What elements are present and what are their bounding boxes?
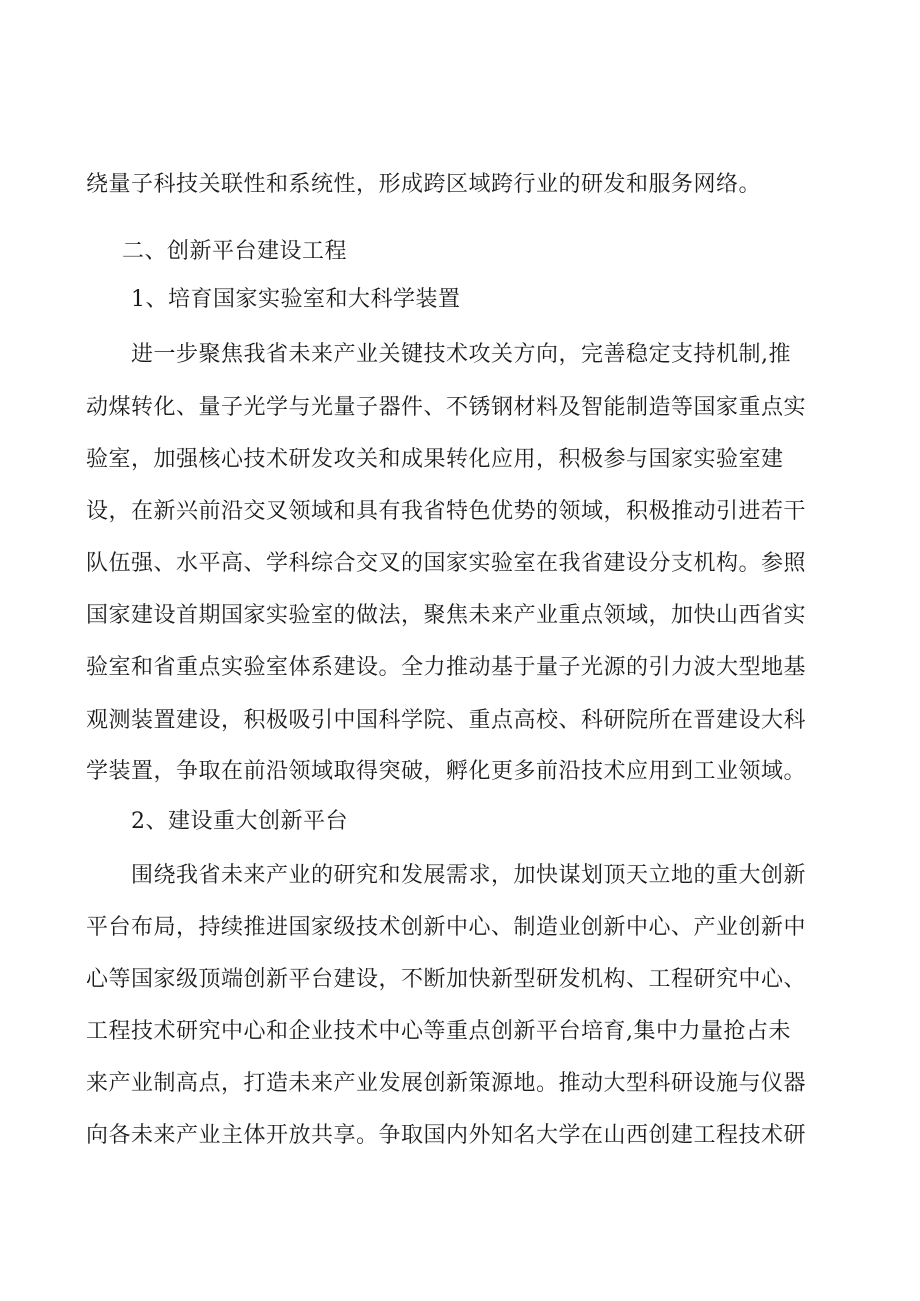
paragraph-line: 设，在新兴前沿交叉领域和具有我省特色优势的领域，积极推动引进若干 bbox=[86, 499, 807, 524]
paragraph-line: 队伍强、水平高、学科综合交叉的国家实验室在我省建设分支机构。参照 bbox=[86, 551, 807, 576]
body-text-line-continued: 绕量子科技关联性和系统性，形成跨区域跨行业的研发和服务网络。 bbox=[86, 172, 762, 197]
paragraph-line: 观测装置建设，积极吸引中国科学院、重点高校、科研院所在晋建设大科 bbox=[86, 708, 807, 733]
section-heading: 二、创新平台建设工程 bbox=[122, 239, 348, 264]
paragraph-line: 验室和省重点实验室体系建设。全力推动基于量子光源的引力波大型地基 bbox=[86, 655, 807, 680]
subsection-heading: 2、建设重大创新平台 bbox=[131, 809, 348, 834]
paragraph-line: 学装置，争取在前沿领域取得突破，孵化更多前沿技术应用到工业领域。 bbox=[86, 759, 807, 784]
paragraph-line: 验室，加强核心技术研发攻关和成果转化应用，积极参与国家实验室建 bbox=[86, 447, 784, 472]
paragraph-line: 工程技术研究中心和企业技术中心等重点创新平台培育,集中力量抢占未 bbox=[86, 1019, 791, 1044]
paragraph-line: 向各未来产业主体开放共享。争取国内外知名大学在山西创建工程技术研 bbox=[86, 1123, 807, 1148]
subsection-heading: 1、培育国家实验室和大科学装置 bbox=[131, 287, 461, 312]
paragraph-line: 国家建设首期国家实验室的做法，聚焦未来产业重点领域，加快山西省实 bbox=[86, 603, 807, 628]
paragraph-line: 进一步聚焦我省未来产业关键技术攻关方向，完善稳定支持机制,推 bbox=[131, 342, 791, 367]
paragraph-line: 平台布局，持续推进国家级技术创新中心、制造业创新中心、产业创新中 bbox=[86, 915, 807, 940]
paragraph-line: 动煤转化、量子光学与光量子器件、不锈钢材料及智能制造等国家重点实 bbox=[86, 395, 807, 420]
paragraph-line: 来产业制高点，打造未来产业发展创新策源地。推动大型科研设施与仪器 bbox=[86, 1071, 807, 1096]
paragraph-line: 心等国家级顶端创新平台建设，不断加快新型研发机构、工程研究中心、 bbox=[86, 967, 807, 992]
paragraph-line: 围绕我省未来产业的研究和发展需求，加快谋划顶天立地的重大创新 bbox=[131, 863, 807, 888]
